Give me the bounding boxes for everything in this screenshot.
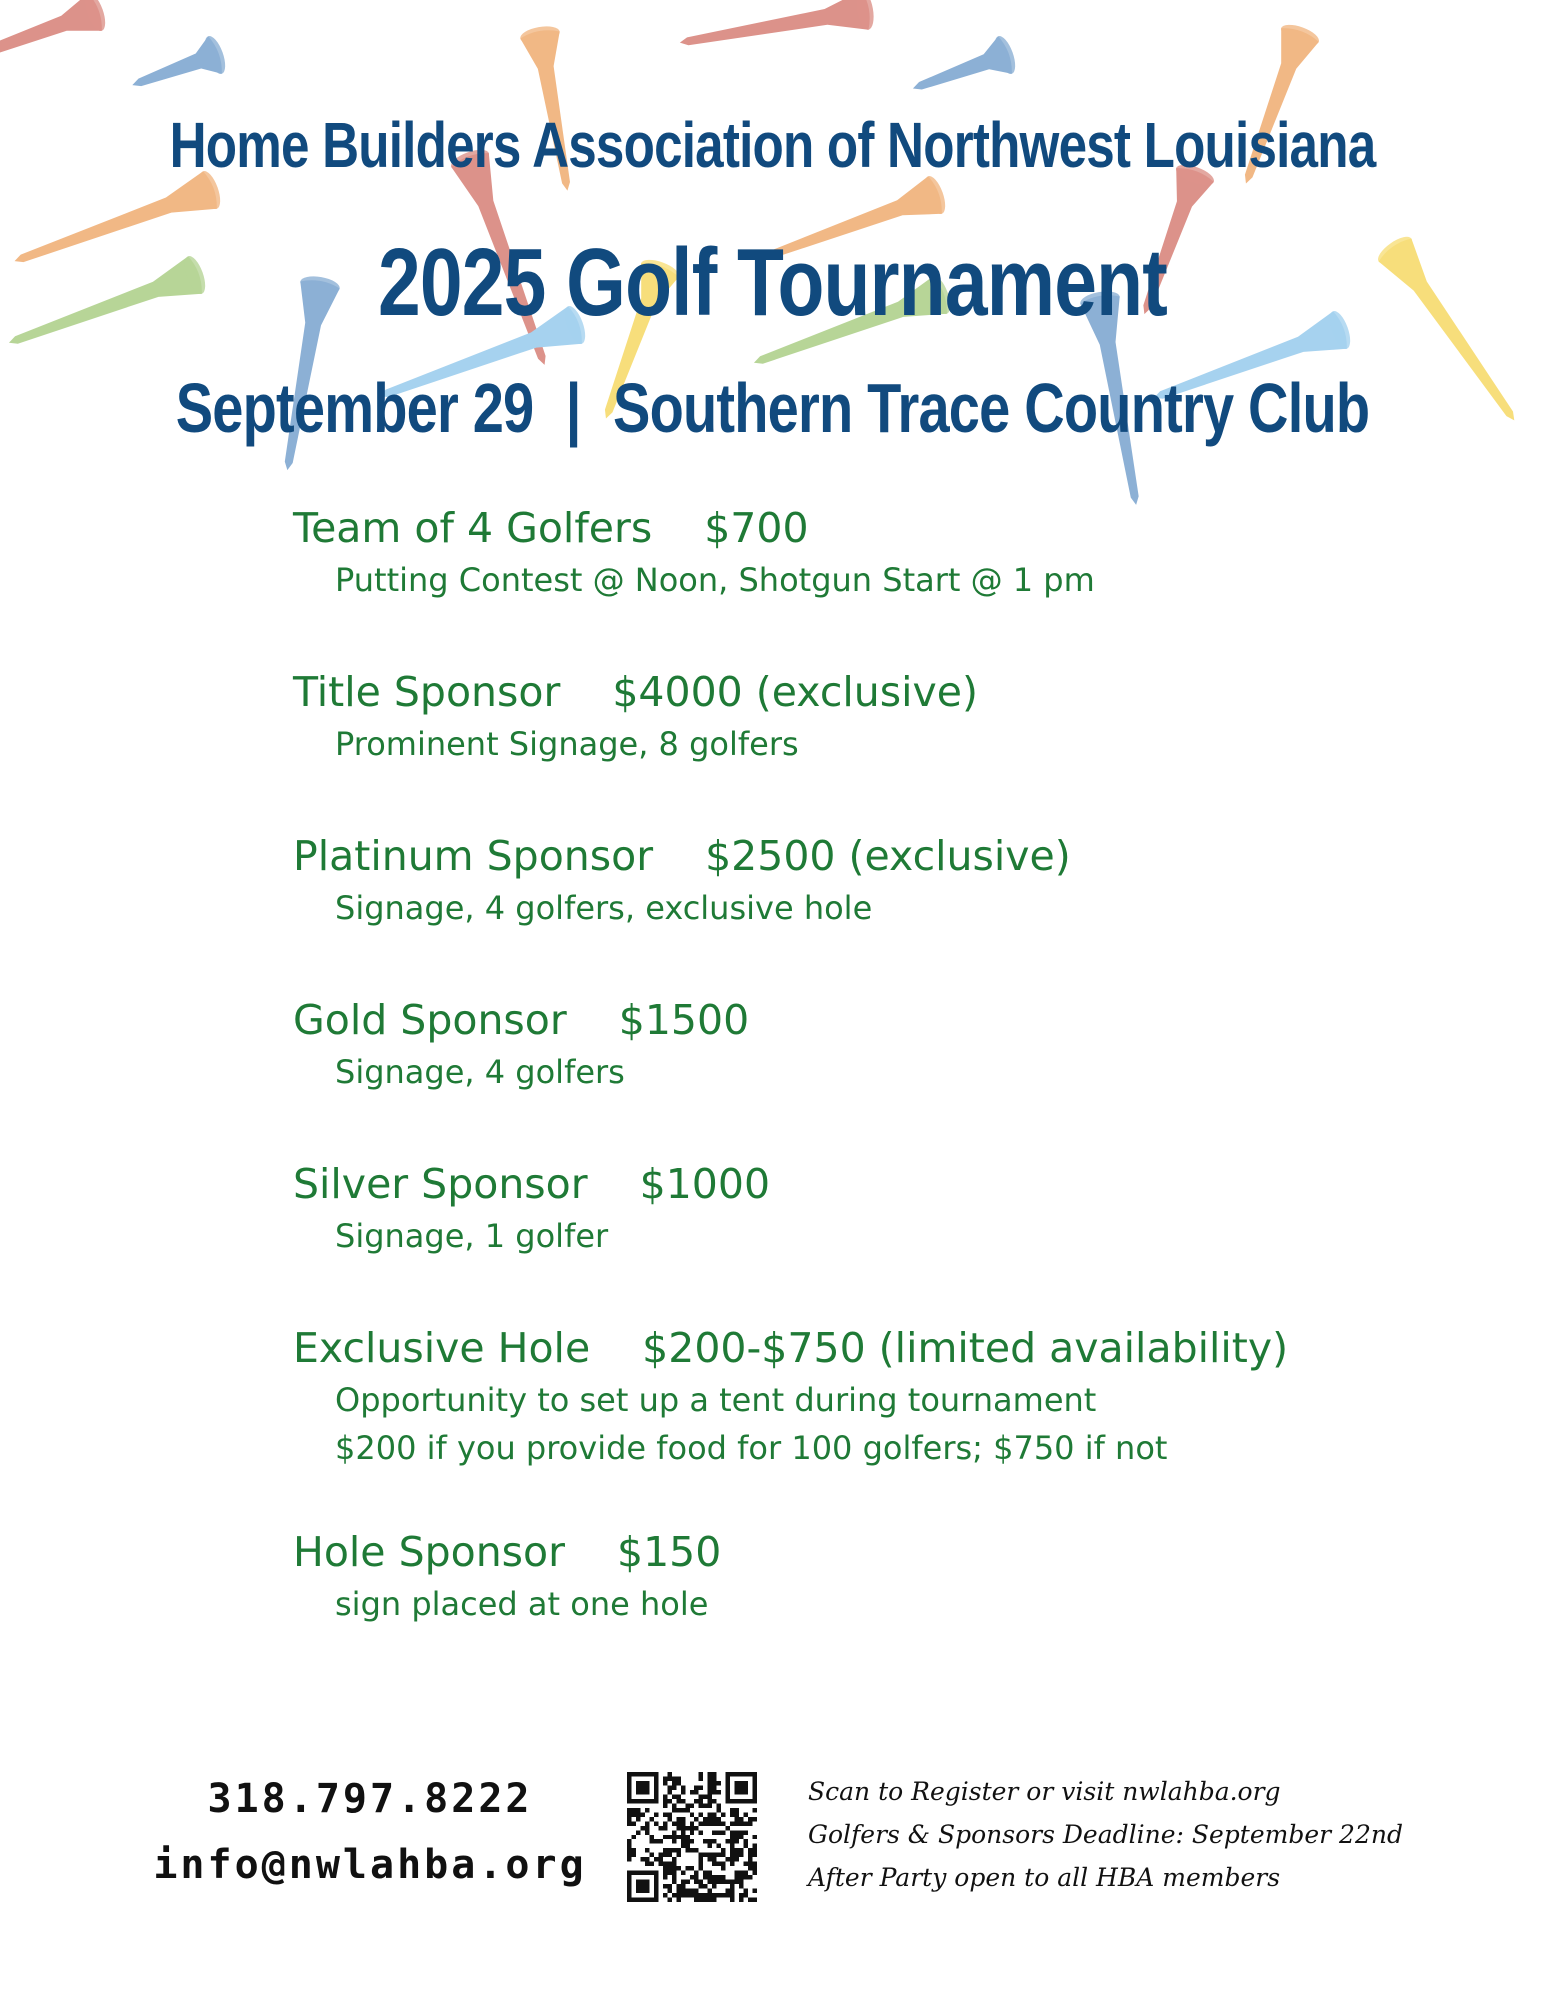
- package-silver-sponsor: [293, 1156, 1443, 1260]
- email-address[interactable]: info@nwlahba.org: [153, 1842, 587, 1888]
- phone-number[interactable]: 318.797.8222: [207, 1776, 533, 1822]
- package-title-sponsor: [293, 664, 1443, 768]
- package-price: $2500 (exclusive): [705, 832, 1071, 880]
- package-name: Platinum Sponsor: [293, 832, 654, 880]
- package-name: Exclusive Hole: [293, 1324, 591, 1372]
- package-price: $700: [704, 504, 809, 552]
- package-name: Title Sponsor: [293, 668, 561, 716]
- package-heading: [293, 500, 1443, 556]
- package-heading: [293, 1320, 1443, 1376]
- package-detail: Signage, 1 golfer: [335, 1217, 609, 1255]
- package-gold-sponsor: [293, 992, 1443, 1096]
- package-heading: [293, 992, 1443, 1048]
- package-name: Hole Sponsor: [293, 1528, 565, 1576]
- package-name: Silver Sponsor: [293, 1160, 588, 1208]
- separator: |: [565, 369, 581, 447]
- package-heading: [293, 828, 1443, 884]
- package-price: $200-$750 (limited availability): [642, 1324, 1289, 1372]
- registration-notes: [808, 1770, 1508, 1899]
- event-date: September 29: [175, 369, 534, 447]
- package-price: $1000: [639, 1160, 771, 1208]
- event-title: 2025 Golf Tournament: [377, 229, 1168, 336]
- golf-tee-icon: [1374, 232, 1531, 432]
- package-detail: Prominent Signage, 8 golfers: [335, 725, 799, 763]
- qr-code-icon[interactable]: [627, 1772, 757, 1902]
- package-exclusive-hole: [293, 1320, 1443, 1472]
- golf-tee-icon: [676, 0, 876, 62]
- package-price: $1500: [618, 996, 750, 1044]
- golf-tee-icon: [0, 0, 109, 85]
- package-platinum-sponsor: [293, 828, 1443, 932]
- package-detail: Signage, 4 golfers, exclusive hole: [335, 889, 873, 927]
- package-detail: Signage, 4 golfers: [335, 1053, 625, 1091]
- package-team-of-4: [293, 500, 1443, 604]
- package-name: Gold Sponsor: [293, 996, 567, 1044]
- golf-tee-icon: [125, 33, 229, 103]
- golf-tee-icon: [906, 33, 1019, 107]
- package-hole-sponsor: [293, 1524, 1443, 1628]
- package-list: [293, 500, 1443, 1628]
- register-note: Scan to Register or visit nwlahba.org: [808, 1777, 1281, 1806]
- event-date-venue: [155, 368, 1391, 448]
- package-heading: [293, 1524, 1443, 1580]
- package-name: Team of 4 Golfers: [293, 504, 653, 552]
- package-detail: $200 if you provide food for 100 golfers; $750 if not: [335, 1429, 1168, 1467]
- org-title: Home Builders Association of Northwest Louisiana: [169, 109, 1376, 181]
- event-venue: Southern Trace Country Club: [613, 369, 1370, 447]
- package-heading: [293, 1156, 1443, 1212]
- deadline-note: Golfers & Sponsors Deadline: September 22nd: [808, 1820, 1403, 1849]
- after-party-note: After Party open to all HBA members: [808, 1863, 1281, 1892]
- package-detail: sign placed at one hole: [335, 1585, 709, 1623]
- package-detail: Opportunity to set up a tent during tournament: [335, 1381, 1097, 1419]
- package-detail: Putting Contest @ Noon, Shotgun Start @ 1 pm: [335, 561, 1095, 599]
- package-price: $4000 (exclusive): [612, 668, 978, 716]
- package-price: $150: [617, 1528, 722, 1576]
- package-heading: [293, 664, 1443, 720]
